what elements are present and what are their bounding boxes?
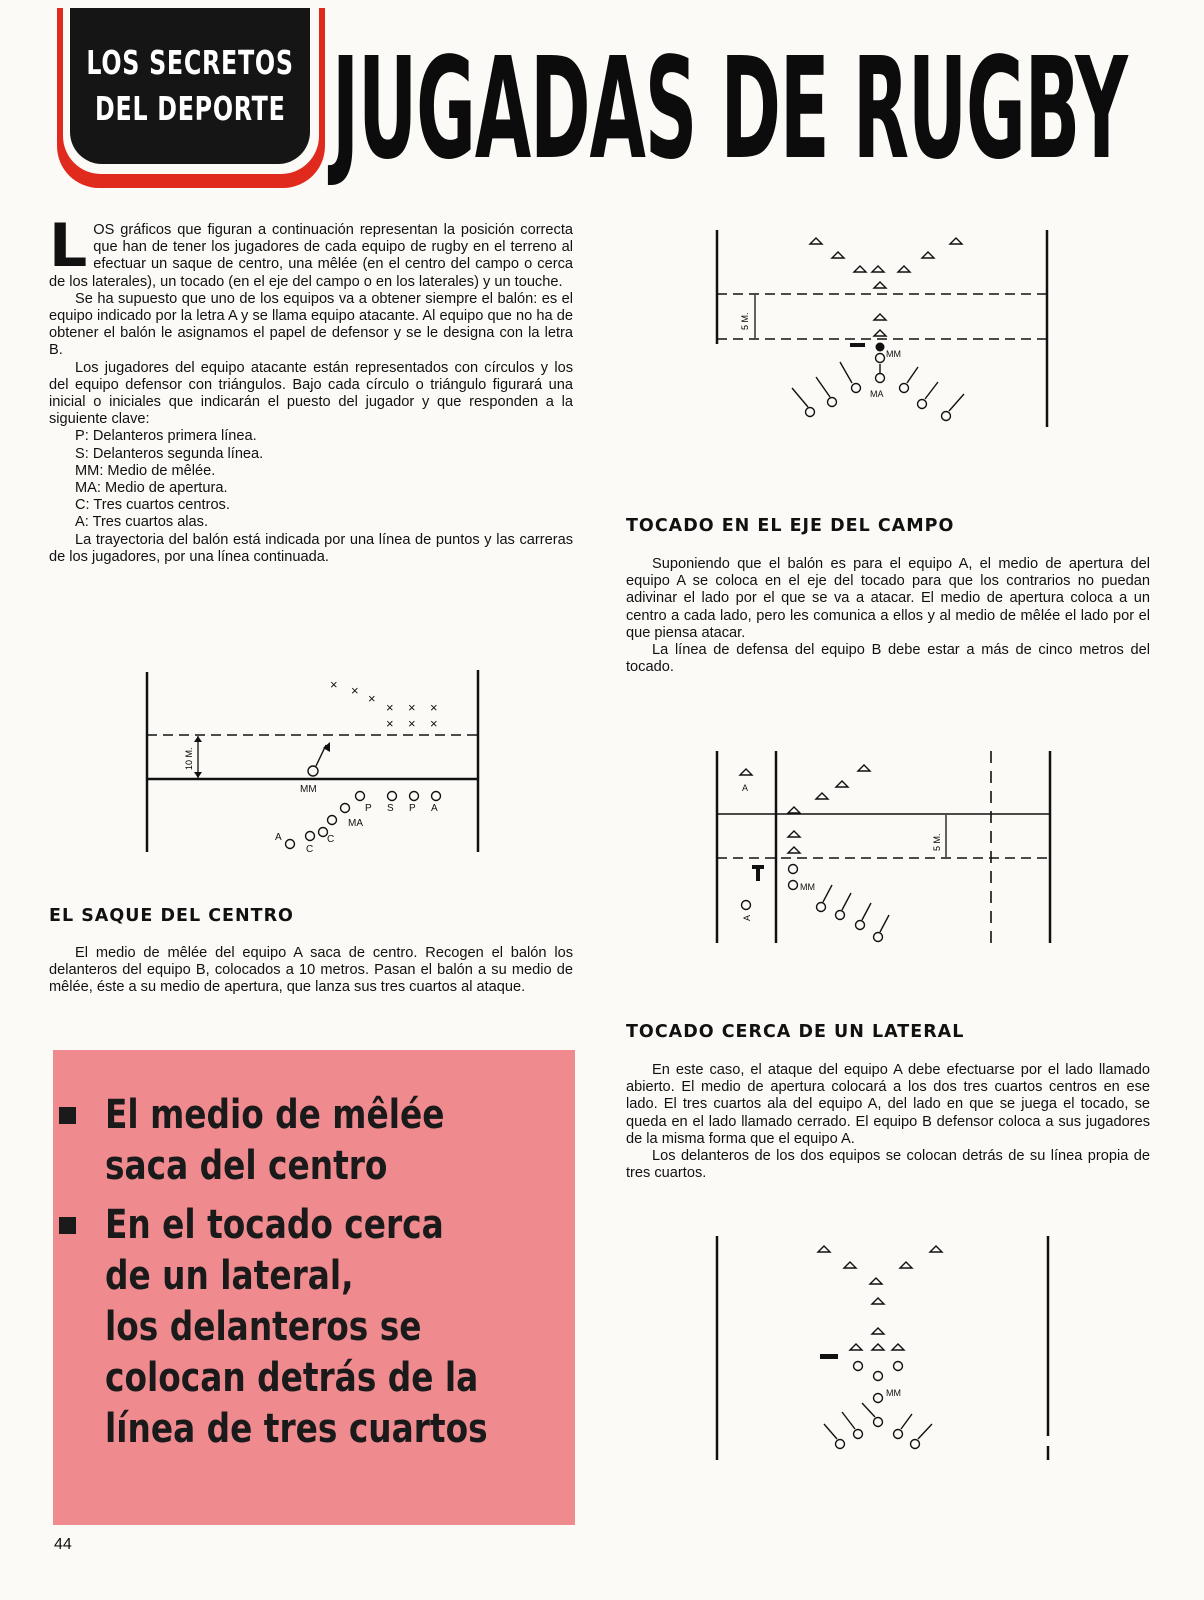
label-mm: MM bbox=[300, 784, 317, 795]
intro-paragraph-3: Los jugadores del equipo atacante están representados con círculos y los del equipo defensor con triángulos. Bajo cada círculo o triángulo figurará una inicial o iniciales que indicarán el puesto del jugador y que responden a la siguiente clave: bbox=[49, 359, 573, 428]
kickoff-paragraph: El medio de mêlée del equipo A saca de centro. Recogen el balón los delanteros del equipo B, colocados a 10 metros. Pasan el balón a su medio de mêlée, éste a su medio de apertura, que lanza sus tres cuartos al ataque. bbox=[49, 945, 573, 996]
section-text-center-lineout bbox=[626, 556, 1150, 676]
intro-paragraph-2: Se ha supuesto que uno de los equipos va a obtener siempre el balón: es el equipo indicado por la letra A y se llama equipo atacante. Al equipo que no ha de obtener el balón le asignamos el papel de defensor y se le designa con la letra B. bbox=[49, 290, 573, 359]
section-text-side-lineout bbox=[626, 1062, 1150, 1182]
intro-paragraph-1: OS gráficos que figuran a continuación representan la posición correcta que han de tener los jugadores de cada equipo de rugby en el terreno al efectuar un saque de centro, una mêlée (en el centro del campo o cerca de los laterales), un tocado (en el eje del campo o en los laterales) y un touche. bbox=[49, 222, 573, 290]
callout-box bbox=[53, 1050, 575, 1525]
page-number: 44 bbox=[54, 1536, 72, 1553]
label-p: P bbox=[409, 803, 416, 814]
label-ma: MA bbox=[348, 818, 363, 829]
svg-text:×: × bbox=[430, 716, 438, 731]
section-heading-center-lineout: TOCADO EN EL EJE DEL CAMPO bbox=[626, 516, 955, 536]
label-mm: MM bbox=[886, 349, 901, 359]
callout-line: línea de tres cuartos bbox=[105, 1406, 488, 1452]
callout-line: El medio de mêlée bbox=[105, 1092, 445, 1138]
svg-text:×: × bbox=[351, 683, 359, 698]
label-mm: MM bbox=[800, 882, 815, 892]
label-p: P bbox=[365, 803, 372, 814]
label-mm: MM bbox=[886, 1388, 901, 1398]
intro-paragraph-4: La trayectoria del balón está indicada por una línea de puntos y las carreras de los jugadores, por una línea continuada. bbox=[49, 531, 573, 565]
diagram-lineout-side bbox=[700, 745, 1060, 950]
svg-text:×: × bbox=[386, 700, 394, 715]
callout-line: En el tocado cerca bbox=[105, 1202, 444, 1248]
label-a: A bbox=[275, 832, 282, 843]
diagram-forwards-behind bbox=[700, 1228, 1060, 1468]
key-item: MM: Medio de mêlée. bbox=[75, 462, 216, 479]
badge-line-2: DEL DEPORTE bbox=[94, 89, 286, 128]
svg-text:×: × bbox=[386, 716, 394, 731]
bullet-square-icon bbox=[59, 1107, 76, 1124]
label-c: C bbox=[327, 834, 335, 845]
center-lineout-paragraph-1: Suponiendo que el balón es para el equipo A, el medio de apertura del equipo A se coloca en el eje del tocado para que los contrarios no puedan adivinar el lado por el que se va a atacar. El medio de apertura coloca a un centro a cada lado, pero les comunica a ellos y al medio de mêlée el lado por el que piensa atacar. bbox=[626, 556, 1150, 641]
center-lineout-paragraph-2: La línea de defensa del equipo B debe estar a más de cinco metros del tocado. bbox=[626, 642, 1150, 676]
distance-label: 5 M. bbox=[932, 833, 942, 851]
key-item: S: Delanteros segunda línea. bbox=[75, 445, 264, 462]
side-lineout-paragraph-2: Los delanteros de los dos equipos se colocan detrás de su línea propia de tres cuartos. bbox=[626, 1148, 1150, 1182]
label-a: A bbox=[431, 803, 438, 814]
callout-line: saca del centro bbox=[105, 1143, 388, 1189]
label-c: C bbox=[306, 844, 314, 855]
intro-text bbox=[49, 211, 573, 566]
section-badge bbox=[70, 8, 310, 164]
key-item: A: Tres cuartos alas. bbox=[75, 514, 209, 531]
label-a: A bbox=[742, 783, 749, 793]
label-s: S bbox=[387, 803, 394, 814]
badge-line-1: LOS SECRETOS bbox=[86, 43, 294, 82]
svg-text:×: × bbox=[368, 691, 376, 706]
diagram-kickoff bbox=[130, 660, 500, 870]
drop-cap: L bbox=[49, 211, 88, 281]
label-a: A bbox=[742, 914, 752, 921]
svg-text:×: × bbox=[408, 716, 416, 731]
callout-line: de un lateral, bbox=[105, 1253, 354, 1299]
diagram-lineout-center bbox=[700, 222, 1060, 437]
callout-line: los delanteros se bbox=[105, 1304, 422, 1350]
key-item: P: Delanteros primera línea. bbox=[75, 428, 257, 445]
distance-label: 10 M. bbox=[184, 747, 194, 770]
svg-text:×: × bbox=[408, 700, 416, 715]
svg-text:×: × bbox=[330, 677, 338, 692]
key-item: MA: Medio de apertura. bbox=[75, 480, 228, 497]
page-title: JUGADAS DE RUGBY bbox=[332, 28, 1127, 191]
label-ma: MA bbox=[870, 389, 884, 399]
distance-label: 5 M. bbox=[740, 312, 750, 330]
key-item: C: Tres cuartos centros. bbox=[75, 497, 230, 514]
callout-line: colocan detrás de la bbox=[105, 1355, 479, 1401]
svg-text:×: × bbox=[430, 700, 438, 715]
section-heading-side-lineout: TOCADO CERCA DE UN LATERAL bbox=[626, 1022, 965, 1042]
bullet-square-icon bbox=[59, 1217, 76, 1234]
section-heading-kickoff: EL SAQUE DEL CENTRO bbox=[49, 906, 294, 926]
side-lineout-paragraph-1: En este caso, el ataque del equipo A debe efectuarse por el lado llamado abierto. El medio de apertura colocará a los dos tres cuartos centros en ese lado. El tres cuartos ala del equipo A, del lado en que se juega el tocado, se queda en el lado llamado cerrado. El equipo B defensor coloca a sus jugadores de la misma forma que el equipo A. bbox=[626, 1062, 1150, 1147]
section-text-kickoff bbox=[49, 945, 573, 997]
